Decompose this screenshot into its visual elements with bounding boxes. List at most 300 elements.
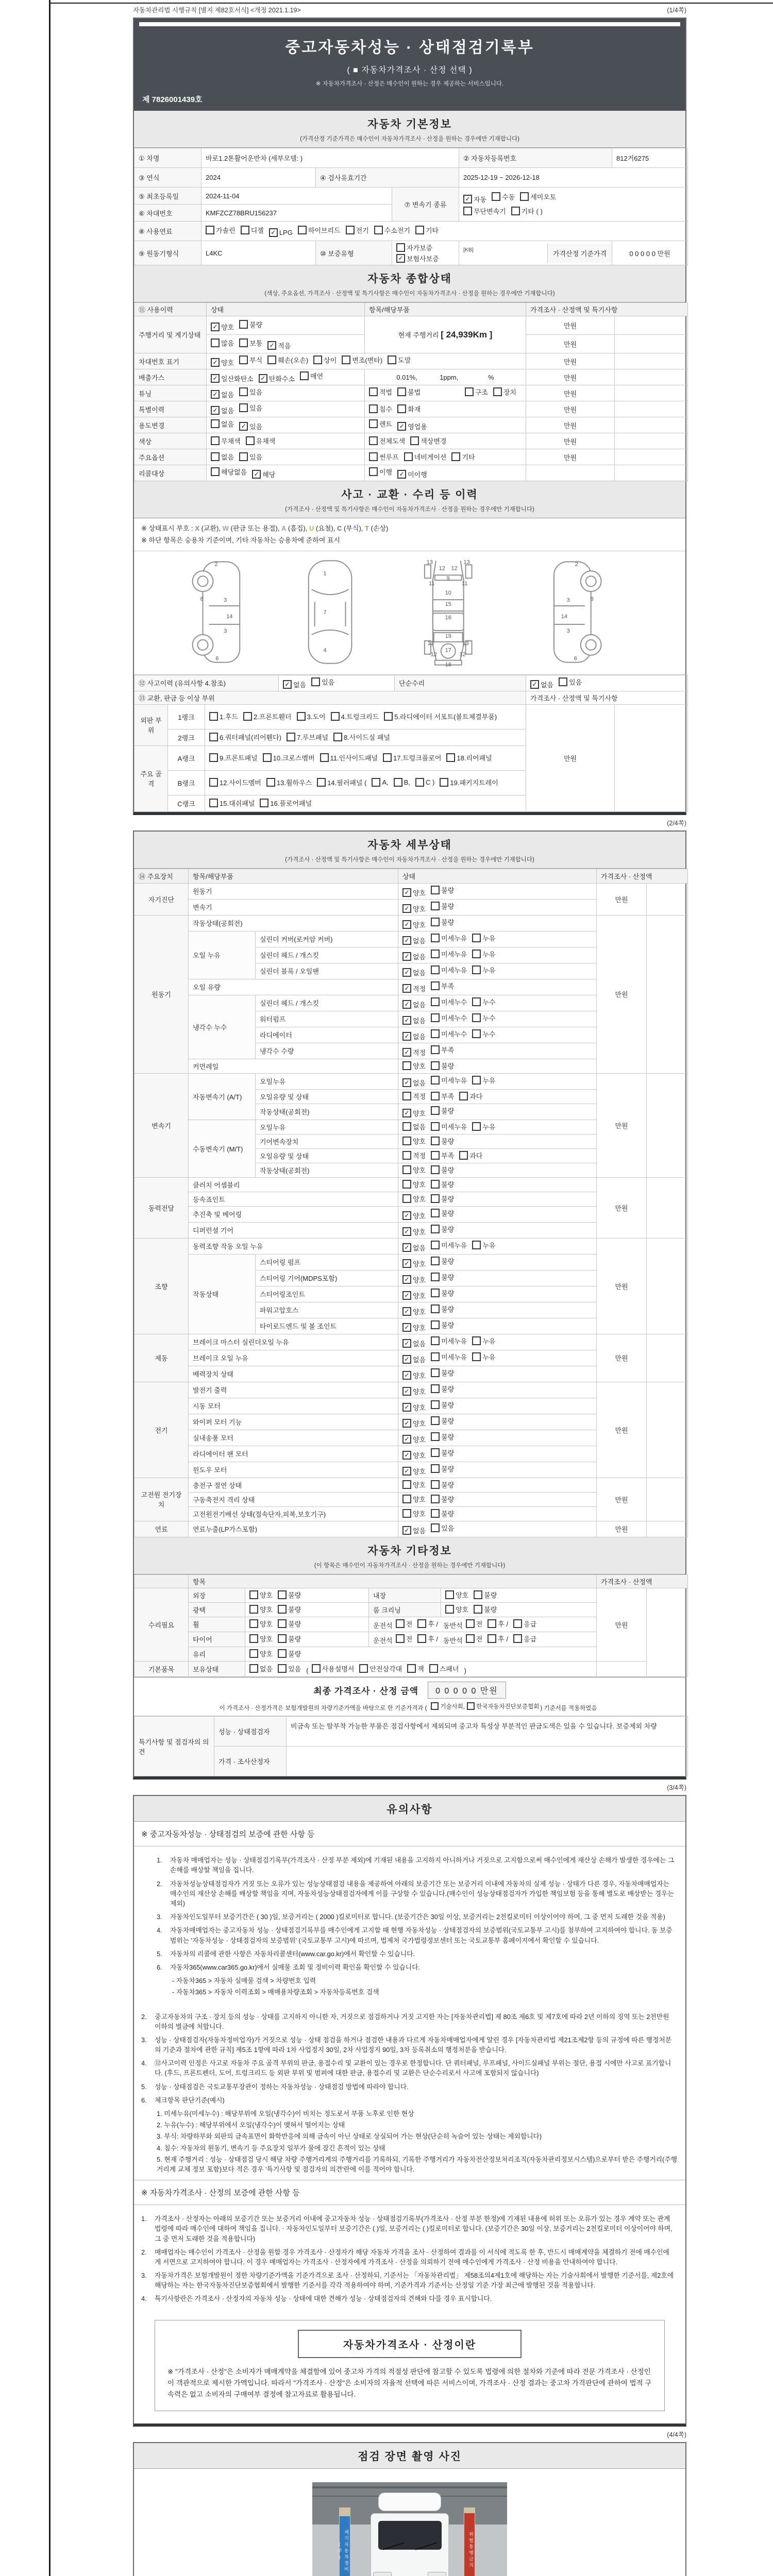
checkbox-unchecked-icon[interactable]	[440, 778, 448, 787]
frame-label: 주요 골격	[135, 745, 168, 811]
checkbox-checked-icon[interactable]: ✓	[402, 1355, 411, 1364]
checkbox-unchecked-icon[interactable]	[431, 1257, 440, 1265]
checkbox-checked-icon[interactable]: ✓	[402, 984, 411, 993]
checkbox-unchecked-icon[interactable]	[402, 1137, 411, 1145]
checkbox-unchecked-icon[interactable]	[415, 226, 424, 234]
checkbox-unchecked-icon[interactable]	[211, 452, 220, 461]
checkbox-unchecked-icon[interactable]	[431, 1076, 440, 1084]
checkbox-unchecked-icon[interactable]	[278, 1605, 287, 1614]
checkbox-unchecked-icon[interactable]	[396, 1619, 405, 1628]
checkbox-unchecked-icon[interactable]	[474, 1605, 482, 1614]
checkbox-unchecked-icon[interactable]	[396, 243, 405, 252]
checkbox-unchecked-icon[interactable]	[431, 1352, 440, 1361]
document-number: 제 7826001439호	[142, 95, 203, 104]
checkbox-checked-icon[interactable]: ✓	[402, 1078, 411, 1087]
checkbox-checked-icon[interactable]: ✓	[402, 1000, 411, 1009]
checkbox-unchecked-icon[interactable]	[369, 404, 378, 413]
checkbox-unchecked-icon[interactable]	[431, 965, 440, 974]
table-row	[135, 465, 688, 481]
checkbox-checked-icon[interactable]: ✓	[239, 422, 248, 431]
checkbox-unchecked-icon[interactable]	[298, 226, 307, 234]
notice-item-number: 5.	[141, 2082, 147, 2091]
checkbox-checked-icon[interactable]: ✓	[269, 228, 278, 237]
checkbox-unchecked-icon[interactable]	[488, 1619, 496, 1628]
diagram-part-number: 1	[323, 570, 327, 577]
detail-state-table	[134, 869, 688, 1537]
checkbox-unchecked-icon[interactable]	[249, 1634, 258, 1643]
checkbox-unchecked-icon[interactable]	[431, 1416, 440, 1425]
checkbox-unchecked-icon[interactable]	[383, 753, 392, 762]
checkbox-unchecked-icon[interactable]	[320, 753, 329, 762]
device-item-label: 파워고압호스	[256, 1302, 398, 1318]
checkbox-unchecked-icon[interactable]	[211, 467, 220, 476]
emission-options	[207, 369, 365, 385]
checkbox-unchecked-icon[interactable]	[431, 934, 440, 942]
checkbox-unchecked-icon[interactable]	[431, 1320, 440, 1329]
checkbox-unchecked-icon[interactable]	[266, 778, 275, 787]
checkbox-unchecked-icon[interactable]	[211, 338, 220, 347]
legend-code-letter: C	[337, 524, 342, 532]
checkbox-unchecked-icon[interactable]	[369, 419, 378, 428]
checkbox-unchecked-icon[interactable]	[209, 799, 218, 807]
detail-row	[135, 915, 688, 931]
checkbox-option	[246, 436, 276, 446]
checkbox-unchecked-icon[interactable]	[394, 778, 402, 787]
checkbox-unchecked-icon[interactable]	[278, 1590, 287, 1599]
device-group-label: 변속기	[135, 1073, 189, 1177]
checkbox-unchecked-icon[interactable]	[431, 1061, 440, 1070]
checkbox-unchecked-icon[interactable]	[459, 1151, 468, 1160]
checkbox-unchecked-icon[interactable]	[459, 1092, 468, 1100]
checkbox-checked-icon[interactable]: ✓	[402, 1435, 411, 1444]
checkbox-checked-icon[interactable]: ✓	[402, 1339, 411, 1348]
checkbox-unchecked-icon[interactable]	[431, 1432, 440, 1441]
vin-value: KMFZCZ78BRU156237	[201, 205, 392, 222]
detail-row	[135, 1073, 688, 1089]
checkbox-unchecked-icon[interactable]	[431, 918, 440, 926]
checkbox-unchecked-icon[interactable]	[239, 387, 248, 396]
checkbox-unchecked-icon[interactable]	[431, 1194, 440, 1203]
checkbox-label: 과다	[469, 1151, 483, 1160]
checkbox-unchecked-icon[interactable]	[472, 1336, 481, 1345]
checkbox-unchecked-icon[interactable]	[211, 419, 220, 428]
checkbox-checked-icon[interactable]: ✓	[267, 341, 276, 350]
truck-roof-carrier	[378, 2493, 441, 2511]
checkbox-checked-icon[interactable]: ✓	[402, 1307, 411, 1316]
checkbox-unchecked-icon[interactable]	[209, 778, 218, 787]
checkbox-unchecked-icon[interactable]	[431, 1045, 440, 1054]
legend-letters	[195, 524, 388, 532]
checkbox-unchecked-icon[interactable]	[431, 1336, 440, 1345]
checkbox-option	[402, 1091, 426, 1101]
checkbox-unchecked-icon[interactable]	[431, 1241, 440, 1249]
device-state-options	[398, 1430, 597, 1446]
checkbox-unchecked-icon[interactable]	[431, 1013, 440, 1022]
checkbox-label: 불량	[441, 886, 455, 894]
checkbox-unchecked-icon[interactable]	[209, 753, 218, 762]
checkbox-unchecked-icon[interactable]	[451, 452, 460, 461]
checkbox-checked-icon[interactable]: ✓	[402, 1275, 411, 1284]
checkbox-unchecked-icon[interactable]	[243, 712, 252, 721]
checkbox-unchecked-icon[interactable]	[415, 778, 424, 787]
checkbox-option	[396, 253, 439, 263]
checkbox-unchecked-icon[interactable]	[278, 1649, 287, 1658]
checkbox-unchecked-icon[interactable]	[472, 1076, 481, 1084]
checkbox-checked-icon[interactable]: ✓	[402, 1227, 411, 1236]
checkbox-unchecked-icon[interactable]	[263, 753, 272, 762]
checkbox-unchecked-icon[interactable]	[346, 226, 355, 234]
checkbox-unchecked-icon[interactable]	[445, 1590, 454, 1599]
checkbox-unchecked-icon[interactable]	[431, 1029, 440, 1038]
notice-item	[141, 2058, 680, 2078]
checkbox-unchecked-icon[interactable]	[278, 1664, 287, 1673]
checkbox-option	[211, 358, 234, 367]
checkbox-option	[472, 1336, 495, 1346]
checkbox-unchecked-icon[interactable]	[431, 1151, 440, 1160]
checkbox-checked-icon[interactable]: ✓	[259, 374, 267, 383]
checkbox-unchecked-icon[interactable]	[467, 1702, 475, 1710]
checkbox-label: 기타	[425, 227, 439, 234]
table-row	[135, 385, 688, 401]
device-state-options	[398, 1506, 597, 1521]
checkbox-unchecked-icon[interactable]	[297, 712, 306, 721]
checkbox-unchecked-icon[interactable]	[239, 320, 248, 329]
checkbox-option	[417, 1619, 438, 1629]
checkbox-unchecked-icon[interactable]	[431, 1092, 440, 1100]
checkbox-unchecked-icon[interactable]	[402, 1495, 411, 1503]
checkbox-unchecked-icon[interactable]	[431, 1289, 440, 1297]
checkbox-checked-icon[interactable]: ✓	[402, 1109, 411, 1117]
checkbox-unchecked-icon[interactable]	[431, 1523, 440, 1532]
rank1-label: 1랭크	[168, 704, 205, 729]
checkbox-unchecked-icon[interactable]	[431, 1209, 440, 1217]
checkbox-unchecked-icon[interactable]	[206, 226, 214, 234]
checkbox-unchecked-icon[interactable]	[520, 192, 529, 201]
checkbox-unchecked-icon[interactable]	[431, 1137, 440, 1145]
checkbox-unchecked-icon[interactable]	[342, 355, 350, 364]
checkbox-unchecked-icon[interactable]	[431, 1702, 439, 1710]
checkbox-unchecked-icon[interactable]	[402, 1092, 411, 1100]
checkbox-unchecked-icon[interactable]	[384, 712, 393, 721]
checkbox-unchecked-icon[interactable]	[249, 1605, 258, 1614]
checkbox-checked-icon[interactable]: ✓	[402, 1016, 411, 1025]
checkbox-checked-icon[interactable]: ✓	[397, 422, 406, 431]
checkbox-unchecked-icon[interactable]	[472, 965, 481, 974]
room-cleaning-options	[441, 1602, 597, 1617]
checkbox-label: 구조	[475, 388, 488, 396]
checkbox-checked-icon[interactable]: ✓	[402, 1451, 411, 1460]
notice-item-number: 2.	[157, 1879, 162, 1888]
checkbox-unchecked-icon[interactable]	[388, 355, 396, 364]
notice-item-text: 자동차매매업자는 중고자동차 성능 · 상태점검기록부를 매수인에게 고지할 때 현행 자동차성능 · 상태점검자의 보증범위(국토교통부 고시)를 첨부하여 고지하여야 합니다. 동 보증범위는 '자동차성능 · 상태점검자의 보증범위' (국토교통부 고시)에 따르며, 법제처 국가법령정보센터 또는 국토교통부 홈페이지에서 확인할 수 있습니다.	[170, 1926, 673, 1944]
checkbox-unchecked-icon[interactable]	[249, 1590, 258, 1599]
checkbox-unchecked-icon[interactable]	[402, 1194, 411, 1203]
checkbox-unchecked-icon[interactable]	[246, 436, 255, 445]
checkbox-option	[402, 1402, 426, 1412]
checkbox-checked-icon[interactable]: ✓	[397, 470, 406, 479]
legend-note: ※ 하단 항목은 승용차 기준이며, 기타 자동차는 승용차에 준하여 표시	[141, 536, 341, 545]
table-row	[135, 148, 688, 168]
checkbox-label: 불법	[408, 388, 421, 396]
checkbox-checked-icon[interactable]: ✓	[402, 1259, 411, 1268]
checkbox-checked-icon[interactable]: ✓	[402, 904, 411, 913]
checkbox-option	[209, 798, 255, 808]
checkbox-unchecked-icon[interactable]	[396, 1634, 405, 1643]
checkbox-unchecked-icon[interactable]	[431, 981, 440, 990]
checkbox-checked-icon[interactable]: ✓	[211, 374, 220, 383]
checkbox-option	[239, 338, 262, 348]
transmission-options-row1	[463, 192, 683, 204]
checkbox-unchecked-icon[interactable]	[431, 886, 440, 894]
checkbox-checked-icon[interactable]: ✓	[211, 358, 220, 367]
checkbox-unchecked-icon[interactable]	[446, 753, 455, 762]
checkbox-unchecked-icon[interactable]	[239, 338, 248, 347]
checkbox-label: 부식	[249, 357, 263, 364]
checkbox-unchecked-icon[interactable]	[312, 1664, 321, 1673]
checkbox-label: 불량	[441, 1107, 455, 1115]
checkbox-checked-icon[interactable]: ✓	[211, 323, 220, 331]
checkbox-unchecked-icon[interactable]	[397, 404, 406, 413]
checkbox-unchecked-icon[interactable]	[431, 950, 440, 958]
checkbox-unchecked-icon[interactable]	[402, 1151, 411, 1160]
checkbox-unchecked-icon[interactable]	[317, 778, 326, 787]
checkbox-unchecked-icon[interactable]	[278, 1619, 287, 1628]
checkbox-unchecked-icon[interactable]	[465, 387, 474, 396]
checkbox-unchecked-icon[interactable]	[472, 1122, 481, 1131]
checkbox-checked-icon[interactable]: ✓	[211, 406, 220, 415]
device-item-label: 등속죠인트	[189, 1192, 398, 1206]
checkbox-unchecked-icon[interactable]	[431, 1480, 440, 1489]
checkbox-label: 일산화탄소	[221, 375, 254, 383]
checkbox-unchecked-icon[interactable]	[417, 1634, 426, 1643]
checkbox-unchecked-icon[interactable]	[431, 997, 440, 1006]
checkbox-label: 불량	[441, 1195, 455, 1203]
checkbox-unchecked-icon[interactable]	[445, 1605, 454, 1614]
checkbox-unchecked-icon[interactable]	[241, 226, 249, 234]
checkbox-checked-icon[interactable]: ✓	[211, 390, 220, 399]
first-reg-label: ⑤ 최초등록일	[135, 188, 201, 205]
checkbox-unchecked-icon[interactable]	[407, 1664, 416, 1673]
checkbox-unchecked-icon[interactable]	[239, 403, 248, 412]
checkbox-checked-icon[interactable]: ✓	[402, 1387, 411, 1396]
device-note-cell	[647, 883, 688, 915]
checkbox-unchecked-icon[interactable]	[492, 192, 500, 201]
checkbox-unchecked-icon[interactable]	[300, 371, 309, 380]
checkbox-unchecked-icon[interactable]	[374, 226, 383, 234]
checkbox-checked-icon[interactable]: ✓	[396, 254, 405, 263]
device-state-options	[398, 1414, 597, 1430]
checkbox-unchecked-icon[interactable]	[431, 1106, 440, 1115]
checkbox-checked-icon[interactable]: ✓	[402, 1526, 411, 1535]
table-row	[135, 1747, 688, 1776]
checkbox-unchecked-icon[interactable]	[431, 1273, 440, 1281]
checkbox-unchecked-icon[interactable]	[472, 1013, 481, 1022]
checkbox-unchecked-icon[interactable]	[463, 207, 472, 215]
checkbox-unchecked-icon[interactable]	[249, 1649, 258, 1658]
checkbox-unchecked-icon[interactable]	[431, 1368, 440, 1377]
checkbox-unchecked-icon[interactable]	[472, 997, 481, 1006]
checkbox-unchecked-icon[interactable]	[372, 778, 380, 787]
checkbox-unchecked-icon[interactable]	[369, 452, 378, 461]
checkbox-unchecked-icon[interactable]	[513, 1619, 522, 1628]
checkbox-checked-icon[interactable]: ✓	[402, 1371, 411, 1380]
checkbox-option	[431, 1045, 454, 1055]
checkbox-checked-icon[interactable]: ✓	[402, 1419, 411, 1428]
checkbox-unchecked-icon[interactable]	[431, 1400, 440, 1409]
checkbox-unchecked-icon[interactable]	[472, 1029, 481, 1038]
checkbox-checked-icon[interactable]: ✓	[402, 1467, 411, 1476]
checkbox-checked-icon[interactable]: ✓	[402, 1323, 411, 1332]
checkbox-unchecked-icon[interactable]	[402, 1061, 411, 1070]
checkbox-unchecked-icon[interactable]	[313, 355, 322, 364]
inspection-photo-front	[312, 2482, 507, 2576]
checkbox-unchecked-icon[interactable]	[211, 436, 220, 445]
checkbox-unchecked-icon[interactable]	[466, 1619, 475, 1628]
wheel-label: 휠	[189, 1617, 245, 1632]
checkbox-unchecked-icon[interactable]	[513, 1634, 522, 1643]
checkbox-unchecked-icon[interactable]	[333, 733, 342, 741]
checkbox-unchecked-icon[interactable]	[472, 1241, 481, 1249]
checkbox-label: 불량	[441, 1385, 455, 1393]
checkbox-unchecked-icon[interactable]	[402, 1165, 411, 1174]
checkbox-label: 불량	[441, 1305, 455, 1313]
reg-number-label: ② 자동차등록번호	[459, 148, 612, 168]
checkbox-label: 9.프론트패널	[220, 754, 258, 762]
checkbox-unchecked-icon[interactable]	[249, 1664, 258, 1673]
checkbox-unchecked-icon[interactable]	[311, 677, 320, 686]
device-state-options	[398, 1318, 597, 1334]
checkbox-unchecked-icon[interactable]	[431, 1495, 440, 1503]
checkbox-label: 없음	[413, 1079, 426, 1087]
checkbox-label: 불량	[288, 1605, 301, 1614]
checkbox-unchecked-icon[interactable]	[474, 1590, 482, 1599]
checkbox-option	[402, 904, 426, 913]
checkbox-unchecked-icon[interactable]	[402, 1509, 411, 1518]
checkbox-unchecked-icon[interactable]	[267, 355, 276, 364]
checkbox-unchecked-icon[interactable]	[239, 355, 248, 364]
checkbox-unchecked-icon[interactable]	[511, 207, 520, 215]
device-item-label: 커먼레일	[189, 1059, 398, 1073]
checkbox-option	[278, 1649, 301, 1658]
checkbox-unchecked-icon[interactable]	[431, 1225, 440, 1233]
checkbox-label: 양호	[413, 1387, 426, 1396]
device-item-label: 디퍼런셜 기어	[189, 1222, 398, 1238]
price-cell: 만원	[526, 433, 615, 449]
checkbox-checked-icon[interactable]: ✓	[402, 936, 411, 945]
checkbox-checked-icon[interactable]: ✓	[463, 195, 472, 204]
checkbox-option	[402, 1122, 426, 1131]
checkbox-unchecked-icon[interactable]	[431, 1165, 440, 1174]
checkbox-unchecked-icon[interactable]	[431, 1122, 440, 1131]
checkbox-unchecked-icon[interactable]	[287, 733, 295, 741]
page-marker-3: (3/4쪽)	[667, 1784, 686, 1792]
checkbox-unchecked-icon[interactable]	[493, 387, 502, 396]
checkbox-unchecked-icon[interactable]	[402, 1122, 411, 1131]
checkbox-unchecked-icon[interactable]	[429, 1664, 438, 1673]
checkbox-unchecked-icon[interactable]	[397, 387, 406, 396]
checkbox-label: LPG	[279, 229, 293, 236]
checkbox-checked-icon[interactable]: ✓	[402, 920, 411, 929]
checkbox-checked-icon[interactable]: ✓	[402, 1048, 411, 1057]
checkbox-option	[211, 467, 247, 477]
checkbox-checked-icon[interactable]: ✓	[402, 1032, 411, 1041]
price-cell: 만원	[526, 353, 615, 369]
checkbox-checked-icon[interactable]: ✓	[252, 470, 261, 479]
checkbox-unchecked-icon[interactable]	[209, 733, 218, 741]
checkbox-checked-icon[interactable]: ✓	[402, 952, 411, 961]
checkbox-unchecked-icon[interactable]	[402, 1180, 411, 1189]
checkbox-unchecked-icon[interactable]	[404, 452, 413, 461]
device-group-label: 조향	[135, 1238, 189, 1334]
checkbox-unchecked-icon[interactable]	[559, 677, 567, 686]
diagram-part-number: 13	[426, 559, 433, 566]
checkbox-option	[249, 1634, 273, 1643]
checkbox-unchecked-icon[interactable]	[369, 467, 378, 476]
checkbox-unchecked-icon[interactable]	[359, 1664, 368, 1673]
checkbox-unchecked-icon[interactable]	[472, 1352, 481, 1361]
checkbox-unchecked-icon[interactable]	[431, 1384, 440, 1393]
checkbox-label: 15.대쉬패널	[220, 799, 255, 807]
checkbox-unchecked-icon[interactable]	[472, 950, 481, 958]
checkbox-unchecked-icon[interactable]	[369, 387, 378, 396]
checkbox-unchecked-icon[interactable]	[431, 1509, 440, 1518]
checkbox-option	[312, 1664, 355, 1673]
checkbox-unchecked-icon[interactable]	[431, 1180, 440, 1189]
checkbox-unchecked-icon[interactable]	[431, 902, 440, 910]
checkbox-checked-icon[interactable]: ✓	[402, 968, 411, 977]
device-item-label: 오일 유량	[189, 979, 398, 995]
checkbox-checked-icon[interactable]: ✓	[402, 1243, 411, 1252]
checkbox-unchecked-icon[interactable]	[331, 712, 340, 721]
device-price-cell: 만원	[597, 1177, 647, 1238]
checkbox-unchecked-icon[interactable]	[260, 799, 268, 807]
checkbox-unchecked-icon[interactable]	[431, 1304, 440, 1313]
section-overall-header	[134, 265, 685, 302]
checkbox-checked-icon[interactable]: ✓	[530, 680, 539, 689]
checkbox-unchecked-icon[interactable]	[466, 1634, 475, 1643]
checkbox-unchecked-icon[interactable]	[369, 436, 378, 445]
checkbox-unchecked-icon[interactable]	[431, 1448, 440, 1457]
checkbox-unchecked-icon[interactable]	[472, 934, 481, 942]
checkbox-unchecked-icon[interactable]	[410, 436, 419, 445]
checkbox-label: 미이행	[408, 471, 427, 479]
detail-row	[135, 1478, 688, 1492]
checkbox-unchecked-icon[interactable]	[278, 1634, 287, 1643]
checkbox-unchecked-icon[interactable]	[417, 1619, 426, 1628]
checkbox-unchecked-icon[interactable]	[209, 712, 218, 721]
reg-number-value: 812거6275	[612, 148, 688, 168]
base-price-label: 가격산정 기준가격	[547, 244, 612, 263]
truck-windshield	[378, 2521, 442, 2550]
checkbox-label: 적정	[413, 1048, 426, 1057]
checkbox-checked-icon[interactable]: ✓	[283, 680, 292, 689]
notice-item-text: 자동차가격은 보험개발원이 정한 차량기준가액을 기준가격으로 조사 · 산정하되, 기준서는 「자동차관리법」 제58조의4제1호에 해당하는 자는 기술사회에서 발행한 기준서를, 제2호에 해당하는 자는 한국자동차진단보증협회에서 발행한 기준서를 각각 적용하여야 하며, 기준가격과 기준서는 산정일 기준 가장 최근에 발행된 것을 적용합니다.	[155, 2272, 674, 2290]
checkbox-checked-icon[interactable]: ✓	[402, 888, 411, 897]
checkbox-checked-icon[interactable]: ✓	[402, 1291, 411, 1300]
checkbox-unchecked-icon[interactable]	[402, 1480, 411, 1489]
checkbox-unchecked-icon[interactable]	[488, 1634, 496, 1643]
checkbox-unchecked-icon[interactable]	[239, 452, 248, 461]
notice-item	[141, 2012, 680, 2031]
checkbox-checked-icon[interactable]: ✓	[402, 1403, 411, 1412]
checkbox-label: 누유	[482, 1123, 496, 1131]
checkbox-unchecked-icon[interactable]	[431, 1464, 440, 1473]
device-price-cell: 만원	[597, 1073, 647, 1177]
checkbox-label: 부족	[441, 1046, 455, 1054]
checkbox-unchecked-icon[interactable]	[249, 1619, 258, 1628]
checkbox-checked-icon[interactable]: ✓	[402, 1211, 411, 1220]
checkbox-label: 없음	[413, 1123, 426, 1131]
